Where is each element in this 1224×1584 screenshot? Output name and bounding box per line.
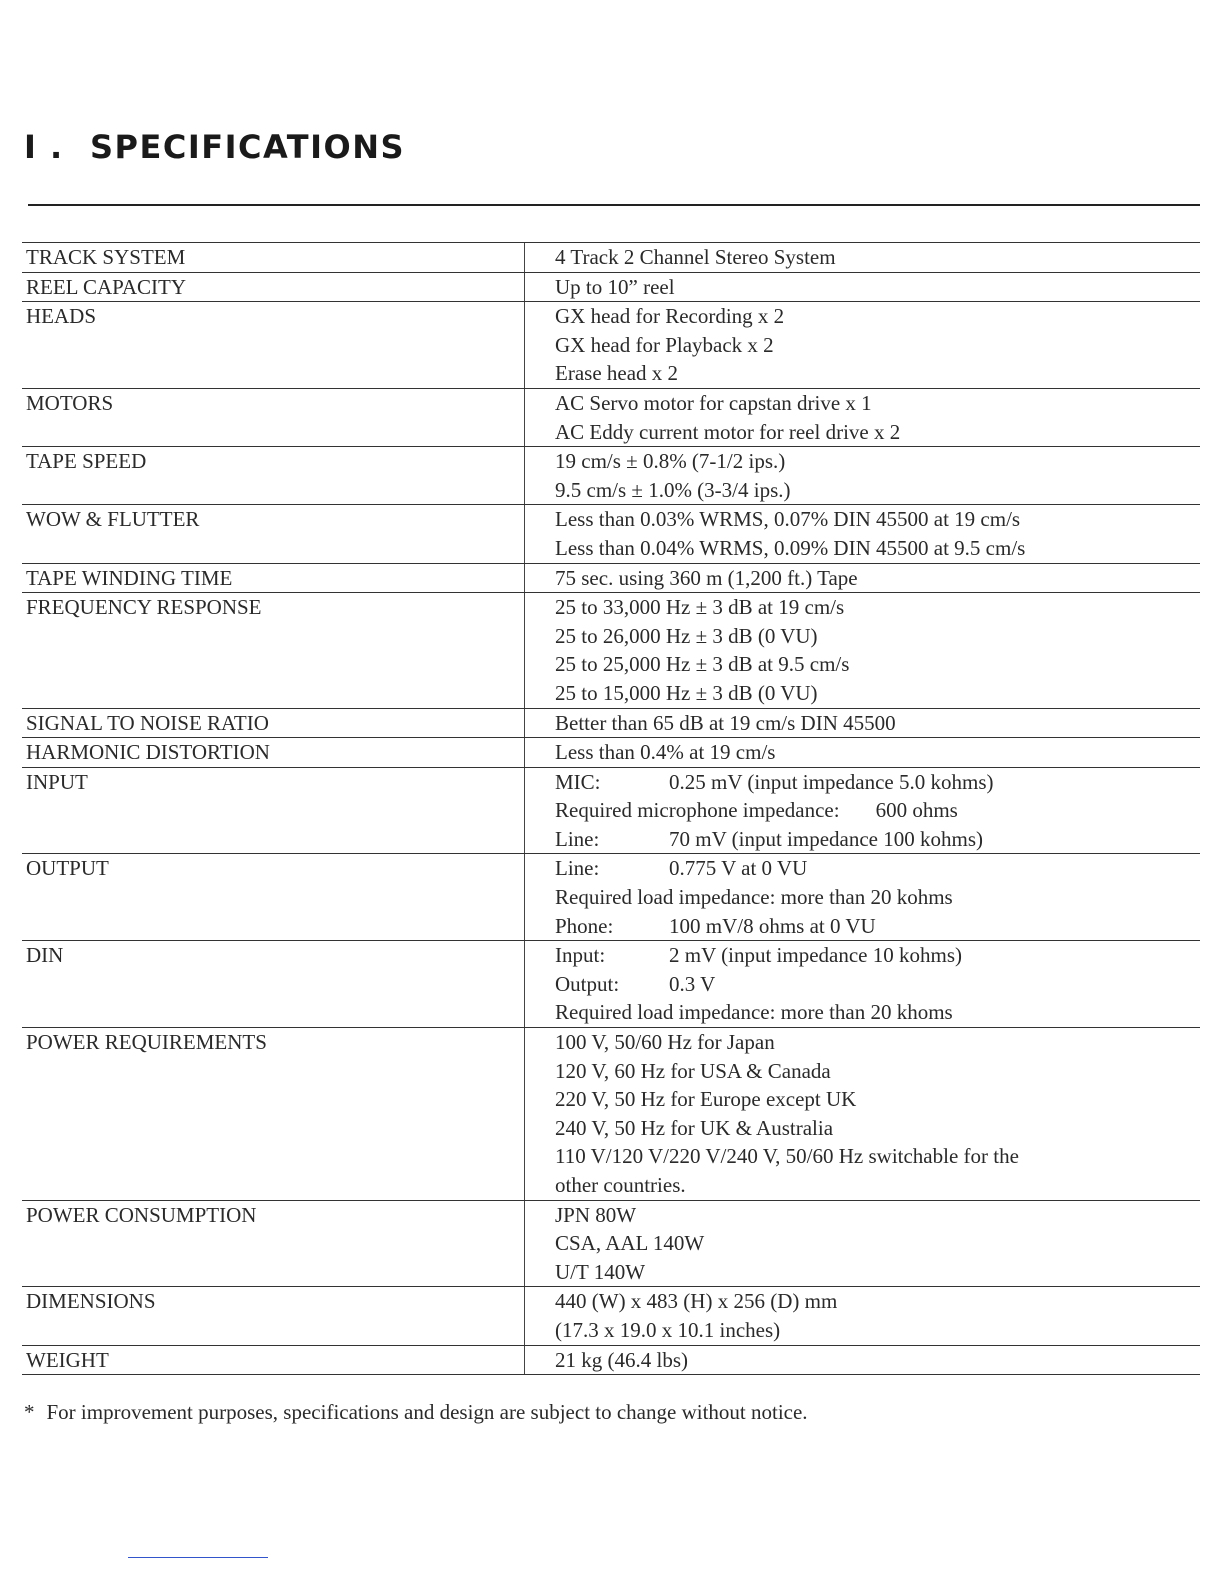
spec-value-line xyxy=(555,1258,1200,1287)
spec-value-line xyxy=(555,679,1200,708)
spec-values xyxy=(525,564,1200,593)
spec-value-line xyxy=(555,854,1200,883)
spec-value-line xyxy=(555,1316,1200,1345)
spec-value-line xyxy=(555,1057,1200,1086)
spec-value-text: 100 mV/8 ohms at 0 VU xyxy=(669,913,876,938)
spec-value-key: Output: xyxy=(555,971,620,996)
spec-value-line xyxy=(555,476,1200,505)
spec-values xyxy=(525,1028,1200,1200)
spec-value-line xyxy=(555,738,1200,767)
spec-row xyxy=(22,767,1200,854)
spec-value-line xyxy=(555,359,1200,388)
spec-value-text: Better than 65 dB at 19 cm/s DIN 45500 xyxy=(555,710,896,735)
spec-values xyxy=(525,505,1200,562)
spec-values xyxy=(525,709,1200,738)
spec-value-text: 9.5 cm/s ± 1.0% (3-3/4 ips.) xyxy=(555,477,791,502)
spec-value-line xyxy=(555,273,1200,302)
spec-value-text: AC Eddy current motor for reel drive x 2 xyxy=(555,419,901,444)
spec-value-text: 220 V, 50 Hz for Europe except UK xyxy=(555,1087,857,1112)
spec-value-text: Less than 0.03% WRMS, 0.07% DIN 45500 at 19 cm/s xyxy=(555,507,1021,532)
spec-value-line xyxy=(555,998,1200,1027)
spec-label: SIGNAL TO NOISE RATIO xyxy=(22,709,525,738)
spec-value-text: (17.3 x 19.0 x 10.1 inches) xyxy=(555,1317,781,1342)
spec-value-key: Phone: xyxy=(555,913,614,938)
spec-label: HARMONIC DISTORTION xyxy=(22,738,525,767)
spec-value-text: 19 cm/s ± 0.8% (7-1/2 ips.) xyxy=(555,449,786,474)
title-rule xyxy=(28,204,1200,206)
spec-value-text: 120 V, 60 Hz for USA & Canada xyxy=(555,1058,831,1083)
spec-value-line xyxy=(555,970,1200,999)
spec-value-text: 0.775 V at 0 VU xyxy=(669,856,808,881)
spec-value-text: other countries. xyxy=(555,1173,686,1197)
spec-value-line xyxy=(555,650,1200,679)
spec-value-line xyxy=(555,243,1200,272)
spec-value-text: 25 to 15,000 Hz ± 3 dB (0 VU) xyxy=(555,680,818,705)
spec-value-line xyxy=(555,389,1200,418)
spec-label: FREQUENCY RESPONSE xyxy=(22,593,525,707)
spec-value-line xyxy=(555,1142,1200,1171)
page-title xyxy=(24,128,405,166)
spec-label: POWER REQUIREMENTS xyxy=(22,1028,525,1200)
section-title: SPECIFICATIONS xyxy=(90,128,406,166)
spec-value-text: 21 kg (46.4 lbs) xyxy=(555,1347,688,1372)
spec-value-text: Less than 0.4% at 19 cm/s xyxy=(555,740,776,765)
spec-value-line xyxy=(555,622,1200,651)
spec-row xyxy=(22,301,1200,388)
spec-value-text: Less than 0.04% WRMS, 0.09% DIN 45500 at 9.5 cm/s xyxy=(555,535,1026,560)
spec-values xyxy=(525,389,1200,446)
spec-row xyxy=(22,737,1200,767)
spec-label: TRACK SYSTEM xyxy=(22,243,525,272)
spec-label: OUTPUT xyxy=(22,854,525,940)
spec-value-key: Line: xyxy=(555,856,600,881)
spec-value-line xyxy=(555,534,1200,563)
spec-row xyxy=(22,853,1200,940)
spec-values xyxy=(525,941,1200,1027)
spec-value-text: 100 V, 50/60 Hz for Japan xyxy=(555,1030,775,1055)
spec-row xyxy=(22,446,1200,504)
spec-value-text: GX head for Recording x 2 xyxy=(555,304,785,329)
spec-row xyxy=(22,1200,1200,1287)
spec-row xyxy=(22,242,1200,272)
spec-value-text: AC Servo motor for capstan drive x 1 xyxy=(555,390,872,415)
spec-value-line xyxy=(555,825,1200,854)
spec-value-text: 2 mV (input impedance 10 kohms) xyxy=(669,943,962,968)
spec-value-line xyxy=(555,447,1200,476)
spec-value-text: Required load impedance: more than 20 khoms xyxy=(555,1000,953,1025)
spec-label: DIMENSIONS xyxy=(22,1287,525,1344)
spec-values xyxy=(525,1346,1200,1375)
spec-values xyxy=(525,738,1200,767)
spec-value-text: Up to 10” reel xyxy=(555,274,675,299)
spec-values xyxy=(525,302,1200,388)
spec-value-text: 440 (W) x 483 (H) x 256 (D) mm xyxy=(555,1289,838,1314)
spec-row xyxy=(22,940,1200,1027)
spec-value-line xyxy=(555,1346,1200,1375)
spec-value-text: 0.3 V xyxy=(669,971,716,996)
spec-value-text: 25 to 33,000 Hz ± 3 dB at 19 cm/s xyxy=(555,595,845,620)
spec-values xyxy=(525,273,1200,302)
spec-values xyxy=(525,854,1200,940)
spec-label: INPUT xyxy=(22,768,525,854)
spec-value-text: GX head for Playback x 2 xyxy=(555,332,774,357)
spec-value-text: Erase head x 2 xyxy=(555,361,679,386)
spec-value-line xyxy=(555,1201,1200,1230)
spec-values xyxy=(525,768,1200,854)
spec-value-line xyxy=(555,1114,1200,1143)
section-number: I . xyxy=(24,128,64,166)
spec-value-text: 240 V, 50 Hz for UK & Australia xyxy=(555,1115,834,1140)
spec-value-text: Required load impedance: more than 20 kohms xyxy=(555,885,953,910)
spec-row xyxy=(22,1027,1200,1200)
spec-value-line xyxy=(555,1171,1200,1200)
spec-value-line xyxy=(555,593,1200,622)
spec-value-line xyxy=(555,1028,1200,1057)
spec-row xyxy=(22,1286,1200,1344)
spec-label: WOW & FLUTTER xyxy=(22,505,525,562)
footnote-mark: * xyxy=(24,1400,35,1424)
specifications-table xyxy=(22,242,1200,1375)
footnote-text: For improvement purposes, specifications and design are subject to change without notice. xyxy=(46,1400,808,1424)
spec-row xyxy=(22,1345,1200,1376)
spec-value-line xyxy=(555,418,1200,447)
spec-label: TAPE WINDING TIME xyxy=(22,564,525,593)
spec-value-line xyxy=(555,796,1200,825)
spec-value-line xyxy=(555,331,1200,360)
spec-value-line xyxy=(555,1085,1200,1114)
spec-value-text: 70 mV (input impedance 100 kohms) xyxy=(669,826,983,851)
spec-row xyxy=(22,272,1200,302)
spec-label: REEL CAPACITY xyxy=(22,273,525,302)
spec-value-line xyxy=(555,302,1200,331)
spec-value-text: U/T 140W xyxy=(555,1259,646,1284)
spec-values xyxy=(525,1287,1200,1344)
spec-values xyxy=(525,243,1200,272)
spec-value-text: 4 Track 2 Channel Stereo System xyxy=(555,245,836,269)
spec-row xyxy=(22,592,1200,707)
spec-label: POWER CONSUMPTION xyxy=(22,1201,525,1287)
spec-value-key: Input: xyxy=(555,943,606,968)
spec-label: TAPE SPEED xyxy=(22,447,525,504)
spec-value-line xyxy=(555,941,1200,970)
spec-value-line xyxy=(555,1287,1200,1316)
spec-value-line xyxy=(555,564,1200,593)
spec-values xyxy=(525,593,1200,707)
spec-value-text: 110 V/120 V/220 V/240 V, 50/60 Hz switchable for the xyxy=(555,1144,1019,1169)
spec-value-text: 25 to 26,000 Hz ± 3 dB (0 VU) xyxy=(555,623,818,648)
spec-value-key: MIC: xyxy=(555,769,601,794)
spec-value-text: 600 ohms xyxy=(875,798,958,823)
spec-value-text: 25 to 25,000 Hz ± 3 dB at 9.5 cm/s xyxy=(555,652,850,677)
spec-value-text: JPN 80W xyxy=(555,1202,637,1227)
spec-row xyxy=(22,388,1200,446)
spec-label: MOTORS xyxy=(22,389,525,446)
spec-value-line xyxy=(555,709,1200,738)
spec-value-text: 0.25 mV (input impedance 5.0 kohms) xyxy=(669,769,994,794)
spec-values xyxy=(525,447,1200,504)
spec-label: HEADS xyxy=(22,302,525,388)
spec-value-line xyxy=(555,768,1200,797)
spec-values xyxy=(525,1201,1200,1287)
spec-row xyxy=(22,563,1200,593)
spec-value-line xyxy=(555,912,1200,941)
spec-label: WEIGHT xyxy=(22,1346,525,1375)
spec-value-line xyxy=(555,883,1200,912)
spec-value-line xyxy=(555,1229,1200,1258)
footnote xyxy=(24,1400,808,1425)
spec-value-key: Required microphone impedance: xyxy=(555,798,840,823)
spec-row xyxy=(22,504,1200,562)
spec-row xyxy=(22,708,1200,738)
bottom-link-underline xyxy=(128,1557,268,1558)
spec-value-text: 75 sec. using 360 m (1,200 ft.) Tape xyxy=(555,565,858,590)
spec-value-text: CSA, AAL 140W xyxy=(555,1231,705,1256)
spec-value-line xyxy=(555,505,1200,534)
spec-value-key: Line: xyxy=(555,826,600,851)
spec-label: DIN xyxy=(22,941,525,1027)
